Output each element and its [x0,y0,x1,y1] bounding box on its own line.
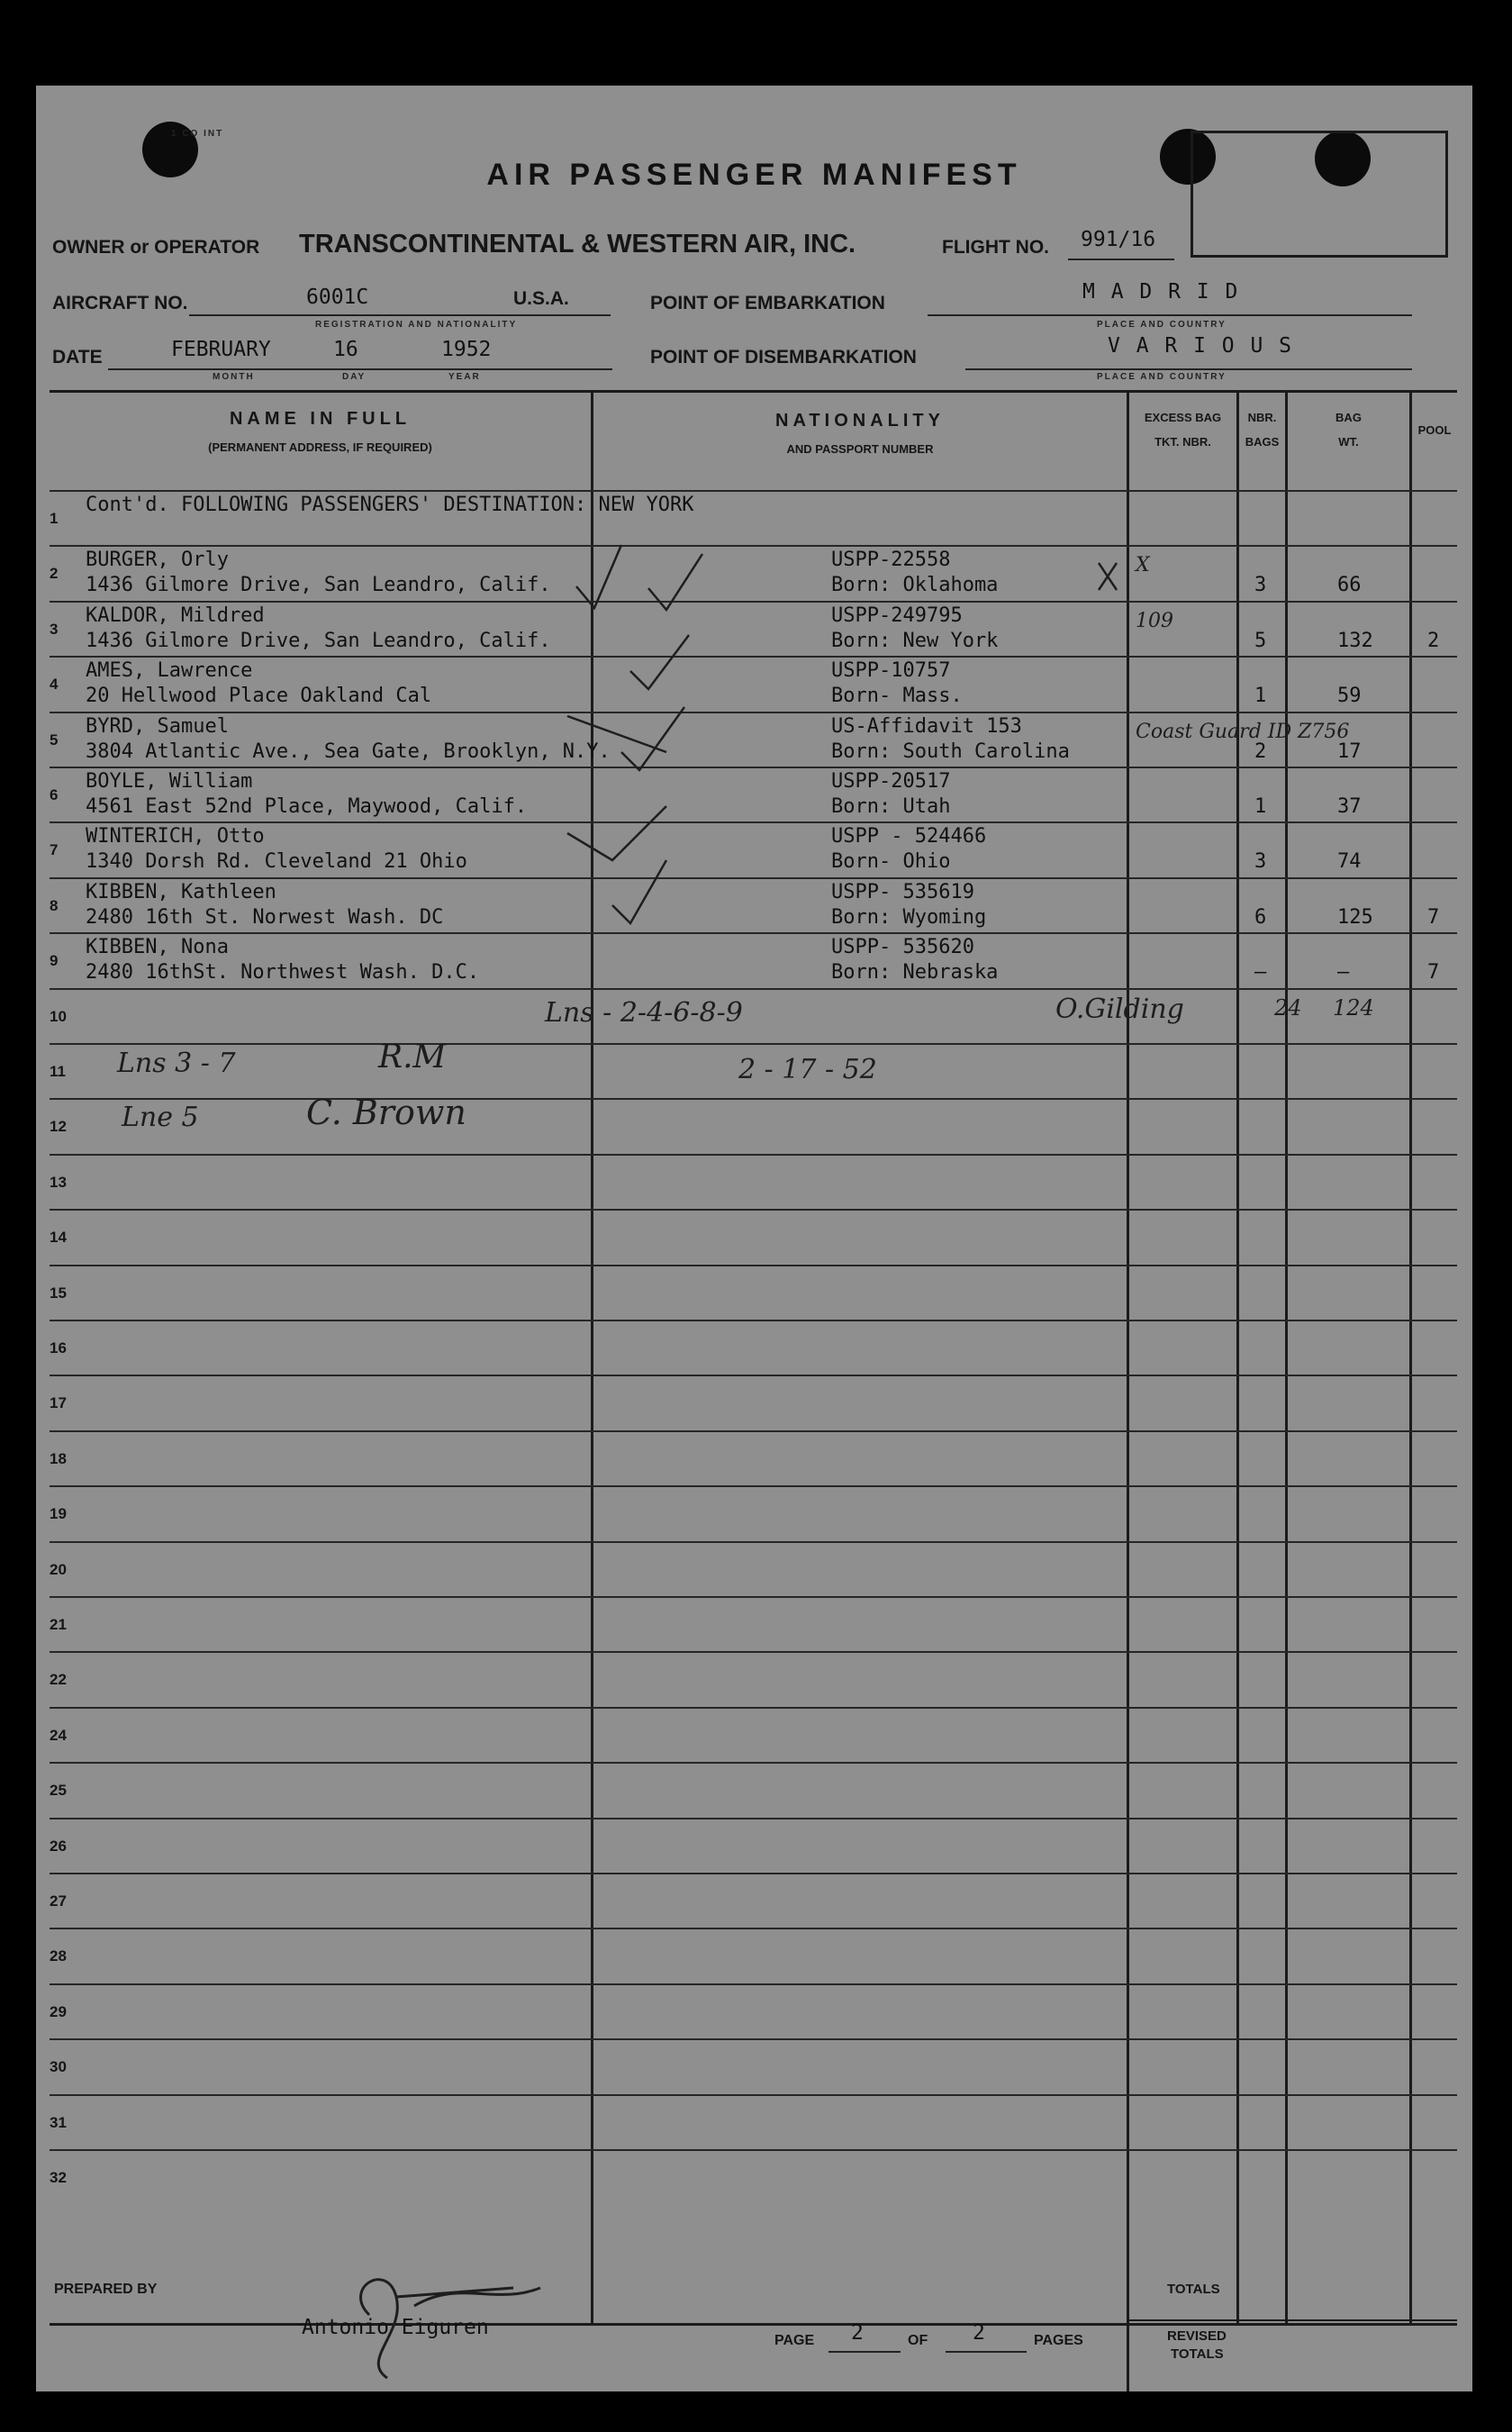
passport-number: USPP- 535619 [831,880,974,903]
passport-number: USPP-20517 [831,770,951,793]
header-nbr: NBR. BAGS [1245,411,1280,449]
handwritten-row11-left: Lns 3 - 7 [117,1048,236,1079]
row-separator [50,1818,1457,1819]
owner-label: OWNER or OPERATOR [52,237,260,258]
pages-label: PAGES [1034,2333,1083,2348]
date-year: 1952 [441,338,492,361]
passport-number: USPP-249795 [831,603,963,627]
date-day-caption: DAY [342,372,367,382]
passenger-address: 1436 Gilmore Drive, San Leandro, Calif. [86,629,551,652]
row-number: 18 [50,1449,67,1467]
row-number: 10 [50,1007,67,1025]
aircraft-caption: REGISTRATION AND NATIONALITY [315,320,518,330]
birthplace: Born: New York [831,629,999,652]
row-separator [50,1320,1457,1321]
pool-value: 2 [1427,629,1440,652]
totals-label: TOTALS [1167,2282,1220,2297]
corner-marks: 1 CO INT [171,129,224,139]
header-pool: POOL [1417,423,1452,437]
row-number: 8 [50,896,59,914]
of-label: OF [908,2333,928,2348]
row-separator [50,2149,1457,2151]
birthplace: Born: Utah [831,795,951,818]
bag-count: — [1254,961,1267,985]
totals-divider [1127,2256,1129,2391]
header-excess: EXCESS BAG TKT. NBR. [1144,411,1222,449]
disembarkation-value: V A R I O U S [1108,334,1294,358]
excess-bag-ticket: 109 [1136,609,1173,632]
row-number: 31 [50,2113,67,2131]
row-number: 32 [50,2169,67,2186]
passport-number: USPP- 535620 [831,936,974,959]
row-number: 29 [50,2002,67,2020]
page-num-underline [828,2351,901,2353]
bag-weight: 74 [1337,850,1362,874]
birthplace: Born: Nebraska [831,961,999,985]
passenger-address: 20 Hellwood Place Oakland Cal [86,685,432,708]
birthplace: Born- Mass. [831,685,963,708]
passenger-name: AMES, Lawrence [86,659,253,683]
page-total-underline [946,2351,1027,2353]
embarkation-value: M A D R I D [1082,280,1240,304]
bag-weight: 37 [1337,795,1362,818]
bag-weight: 132 [1337,629,1373,652]
aircraft-label: AIRCRAFT NO. [52,293,188,313]
revised-totals-label: TOTALS [1171,2346,1224,2362]
date-year-caption: YEAR [448,372,481,382]
row-number: 13 [50,1173,67,1191]
row-number: 1 [50,510,59,527]
preparer-signature [333,2252,594,2387]
row-separator [50,1485,1457,1487]
passport-number: USPP - 524466 [831,825,987,848]
row-separator [50,2094,1457,2096]
row-separator [50,1541,1457,1543]
bag-weight: 17 [1337,740,1362,763]
bag-count: 1 [1254,685,1267,708]
row-number: 19 [50,1505,67,1523]
handwritten-total-bags: 24 [1274,995,1302,1021]
row-number: 9 [50,952,59,970]
page-label: PAGE [774,2333,815,2348]
row-separator [50,1596,1457,1598]
passenger-name: KALDOR, Mildred [86,603,265,627]
flight-value: 991/16 [1081,228,1156,251]
passenger-address: 4561 East 52nd Place, Maywood, Calif. [86,795,528,818]
bag-count: 2 [1254,740,1267,763]
row-number: 11 [50,1063,66,1080]
row-number: 17 [50,1394,67,1412]
flight-label: FLIGHT NO. [942,237,1049,258]
row-number: 7 [50,841,59,859]
row-number: 5 [50,731,59,749]
prepared-by-label: PREPARED BY [54,2282,158,2297]
bag-count: 3 [1254,574,1267,597]
manifest-title: AIR PASSENGER MANIFEST [486,158,1022,192]
embarkation-label: POINT OF EMBARKATION [650,293,885,313]
birthplace: Born: Oklahoma [831,574,999,597]
passenger-address: 2480 16th St. Norwest Wash. DC [86,905,444,929]
handwritten-total-wt: 124 [1333,995,1374,1021]
bag-weight: 59 [1337,685,1362,708]
passenger-address: 1340 Dorsh Rd. Cleveland 21 Ohio [86,850,467,874]
row-number: 4 [50,676,59,694]
header-bag: BAG WT. [1335,411,1362,449]
row-number: 24 [50,1726,67,1744]
row-separator [50,1265,1457,1266]
row-separator [50,1762,1457,1764]
birthplace: Born- Ohio [831,850,951,874]
bag-count: 1 [1254,795,1267,818]
owner-value: TRANSCONTINENTAL & WESTERN AIR, INC. [299,230,856,259]
passenger-name: BURGER, Orly [86,549,229,572]
page-total: 2 [973,2321,985,2345]
bag-count: 3 [1254,850,1267,874]
passenger-address: 2480 16thSt. Northwest Wash. D.C. [86,961,480,985]
row-separator [50,1928,1457,1929]
row-separator [50,2038,1457,2040]
passport-number: US-Affidavit 153 [831,714,1022,738]
row-number: 16 [50,1339,67,1357]
row-number: 27 [50,1892,67,1910]
row-separator [50,1209,1457,1211]
row-number: 12 [50,1118,67,1136]
page-number: 2 [851,2321,864,2345]
row-number: 20 [50,1560,67,1578]
prepared-by-name: Antonio Eiguren [302,2316,489,2339]
pool-value: 7 [1427,961,1440,985]
row-number: 28 [50,1947,67,1965]
revised-label: REVISED [1167,2328,1227,2344]
row-separator [50,1873,1457,1874]
row-separator [50,1983,1457,1985]
excess-bag-ticket: Coast Guard ID Z756 [1136,720,1350,743]
passport-number: USPP-10757 [831,659,951,683]
row-number: 25 [50,1782,67,1800]
disembarkation-label: POINT OF DISEMBARKATION [650,347,917,368]
row-number: 22 [50,1671,67,1689]
date-month-caption: MONTH [213,372,255,382]
bag-weight: — [1337,961,1350,985]
date-month: FEBRUARY [171,338,271,361]
birthplace: Born: Wyoming [831,905,987,929]
passenger-name: KIBBEN, Nona [86,936,229,959]
bag-weight: 125 [1337,905,1373,929]
manifest-sheet [36,86,1472,2391]
handwritten-initials-row10: O.Gilding [1055,994,1184,1025]
row-number: 3 [50,620,59,638]
handwritten-lines-note: Lns - 2-4-6-8-9 [545,997,743,1029]
birthplace: Born: South Carolina [831,740,1070,763]
passenger-address: 3804 Atlantic Ave., Sea Gate, Brooklyn, N.Y. [86,740,611,763]
handwritten-row11-date: 2 - 17 - 52 [738,1054,877,1085]
passenger-name: WINTERICH, Otto [86,825,265,848]
aircraft-nationality: U.S.A. [513,288,569,309]
row-number: 30 [50,2058,67,2076]
pool-value: 7 [1427,905,1440,929]
row-number: 6 [50,786,59,803]
date-label: DATE [52,347,103,368]
disembarkation-caption: PLACE AND COUNTRY [1097,372,1227,382]
checkmarks-overlay [36,86,1472,1166]
row-separator [50,1375,1457,1376]
bag-count: 6 [1254,905,1267,929]
passport-number: USPP-22558 [831,549,951,572]
passenger-name: Cont'd. FOLLOWING PASSENGERS' DESTINATION: NEW YORK [86,494,694,516]
row-separator [50,1651,1457,1653]
bag-count: 5 [1254,629,1267,652]
excess-bag-ticket: X [1136,554,1150,577]
embarkation-caption: PLACE AND COUNTRY [1097,320,1227,330]
handwritten-row12-signature: C. Brown [306,1093,466,1132]
passenger-address: 1436 Gilmore Drive, San Leandro, Calif. [86,574,551,597]
row-separator [50,1707,1457,1709]
row-number: 2 [50,565,59,583]
handwritten-row12-left: Lne 5 [122,1102,199,1133]
bag-weight: 66 [1337,574,1362,597]
row-number: 14 [50,1229,67,1247]
row-number: 15 [50,1284,67,1302]
totals-rule [1127,2319,1457,2321]
row-separator [50,1430,1457,1432]
header-nationality: NATIONALITY AND PASSPORT NUMBER [775,411,945,456]
passenger-name: BOYLE, William [86,770,253,793]
aircraft-value: 6001C [306,286,369,309]
header-name: NAME IN FULL (PERMANENT ADDRESS, IF REQUIRED) [208,409,432,454]
date-day: 16 [333,338,358,361]
handwritten-row11-initials: R.M [378,1039,447,1075]
passenger-name: KIBBEN, Kathleen [86,880,276,903]
row-number: 21 [50,1616,67,1633]
row-number: 26 [50,1837,67,1855]
passenger-name: BYRD, Samuel [86,714,229,738]
